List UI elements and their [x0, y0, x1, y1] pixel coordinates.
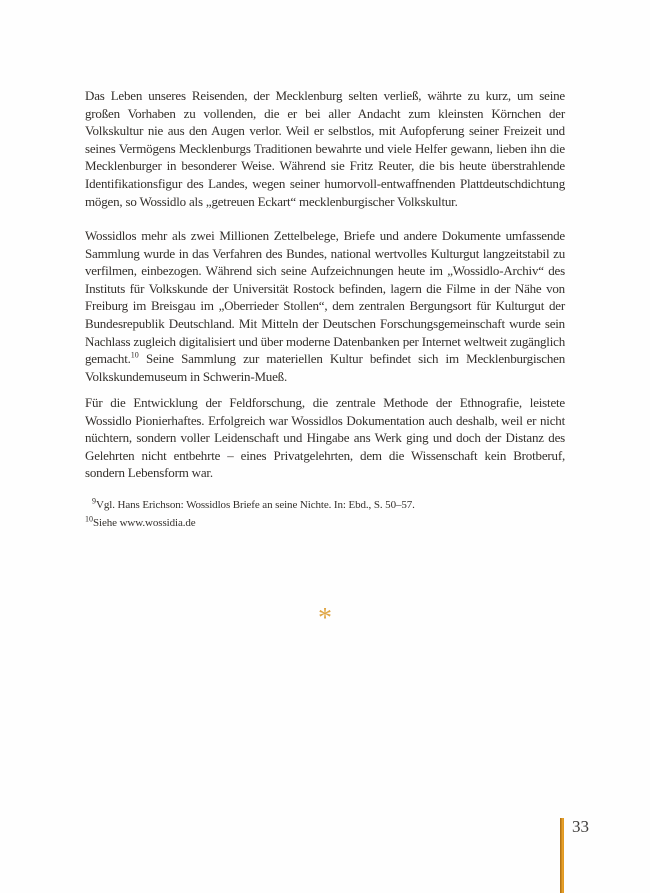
- paragraph-2-text-before-ref: Wossidlos mehr als zwei Millionen Zettelbelege, Briefe und andere Dokumente umfassende Sammlung wurde in das Verfahren des Bundes, national wertvolles Kulturgut langzeitstabil zu verfilmen, einbezogen. Während sich seine Aufzeichnungen heute im „Wossidlo-Archiv“ des Instituts für Volkskunde der Universität Rostock befinden, lagern die Filme in der Nähe von Freiburg im Breisgau im „Oberrieder Stollen“, dem zentralen Bergungsort für Kulturgut der Bundesrepublik Deutschland. Mit Mitteln der Deutschen Forschungsgemeinschaft wurde sein Nachlass zugleich digitalisiert und über moderne Datenbanken per Internet weltweit zugänglich gemacht.: [85, 228, 565, 367]
- paragraph-3: [85, 394, 565, 482]
- footnote-10-text: Siehe www.wossidia.de: [93, 516, 196, 529]
- paragraph-1-text: Das Leben unseres Reisenden, der Mecklenburg selten verließ, währte zu kurz, um seine großen Vorhaben zu vollenden, die er bei aller Andacht zum kleinsten Körnchen der Volkskultur nie aus den Augen verlor. Weil er selbstlos, mit Aufopferung seiner Freizeit und seines Vermögens Mecklenburgs Traditionen bewahrte und viele Helfer gewann, lieben ihn die Mecklenburger in besonderer Weise. Während sie Fritz Reuter, die bis heute überstrahlende Identifikationsfigur des Landes, wegen seiner humorvoll-entwaffnenden Plattdeutschdichtung mögen, so Wossidlo als „getreuen Eckart“ mecklenburgischer Volkskultur.: [85, 88, 565, 209]
- footnote-9: [85, 497, 565, 515]
- footnotes-block: [85, 497, 565, 532]
- page-margin-rule: [560, 818, 564, 893]
- paragraph-3-text: Für die Entwicklung der Feldforschung, die zentrale Methode der Ethnografie, leistete Wossidlo Pionierhaftes. Erfolgreich war Wossidlos Dokumentation auch deshalb, weil er nicht nüchtern, sondern voller Leidenschaft und Hingabe ans Werk ging und doch der Distanz des Gelehrten nicht entbehrte – eines Privatgelehrten, dem die Wissenschaft kein Brotberuf, sondern Lebensform war.: [85, 395, 565, 481]
- footnote-10-marker: 10: [85, 513, 93, 523]
- footnote-9-marker: 9: [92, 496, 96, 506]
- paragraph-1: [85, 87, 565, 210]
- footnote-9-text: Vgl. Hans Erichson: Wossidlos Briefe an seine Nichte. In: Ebd., S. 50–57.: [96, 499, 415, 511]
- footnote-ref-10: 10: [130, 350, 139, 360]
- footnote-10: [85, 515, 565, 533]
- paragraph-2-text-after-ref: Seine Sammlung zur materiellen Kultur befindet sich im Mecklenburgischen Volkskundemuseum in Schwerin-Mueß.: [85, 351, 565, 384]
- paragraph-2: [85, 227, 565, 385]
- asterisk-ornament: *: [318, 603, 332, 634]
- page-number: 33: [572, 817, 589, 836]
